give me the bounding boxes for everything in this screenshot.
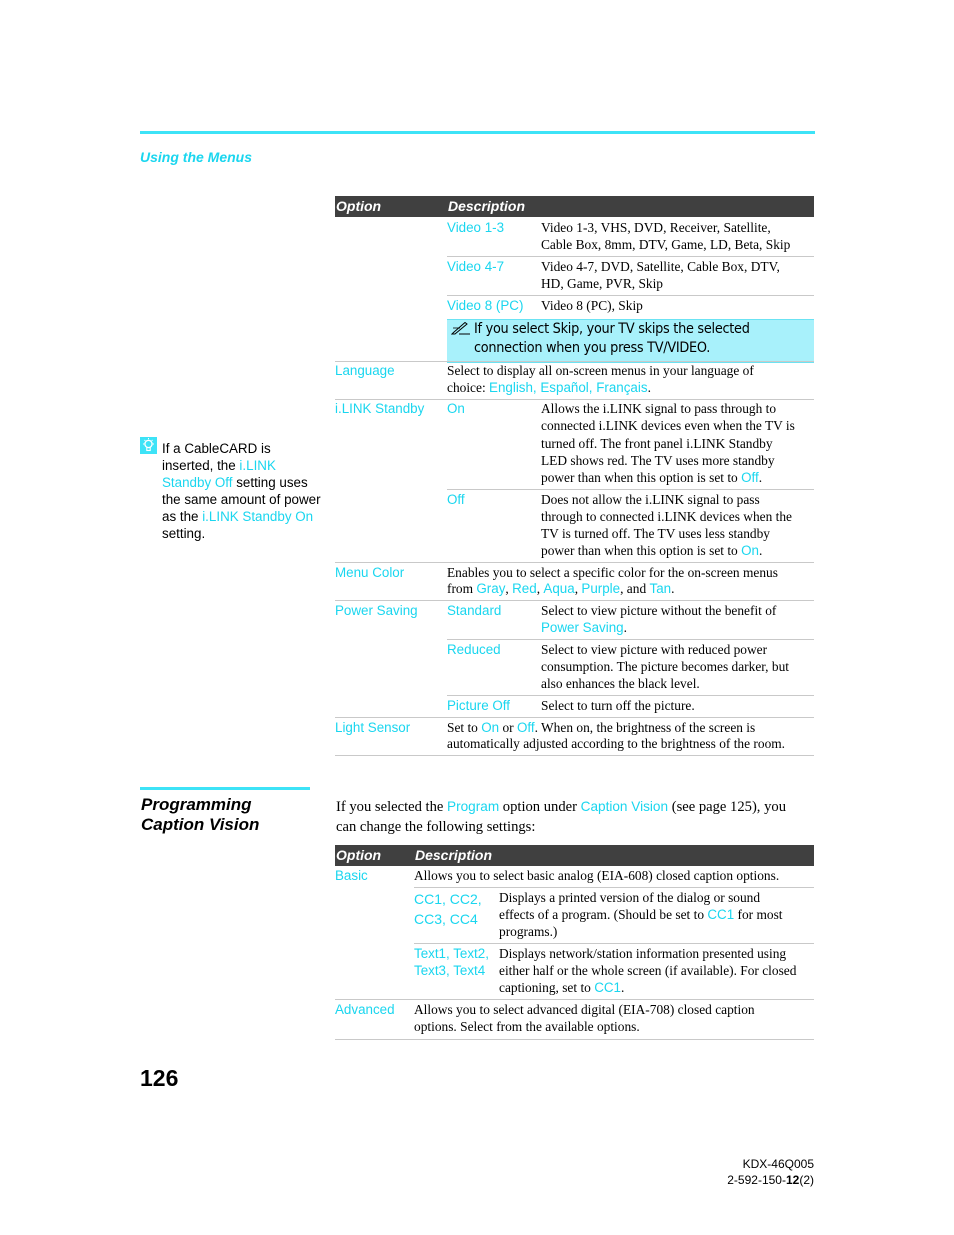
option-video-4-7[interactable]: Video 4-7 [447,259,505,274]
color-aqua-link[interactable]: Aqua [543,581,575,596]
cc1-link[interactable]: CC1 [594,980,622,995]
basic-desc: Allows you to select basic analog (EIA-608) closed caption options. [414,868,780,883]
table2-col-description: Description [415,847,493,863]
note-text [474,320,750,358]
text: , [505,581,513,596]
reduced-desc-3: also enhances the black level. [541,676,700,691]
color-purple-link[interactable]: Purple [581,581,621,596]
row-divider [335,755,814,756]
option-advanced[interactable]: Advanced [335,1002,395,1017]
row-divider [447,489,814,490]
page-number: 126 [140,1065,179,1091]
table1-col-description: Description [448,198,526,214]
ilink-off-desc-4 [541,542,762,559]
cc-desc-1: Displays a printed version of the dialog or sound [499,890,761,905]
row-divider [447,256,814,257]
text: setting uses [232,475,308,490]
option-text[interactable] [414,945,489,979]
menu-color-desc-1: Enables you to select a specific color for the on-screen menus [447,565,778,580]
ilink-off-desc-1: Does not allow the i.LINK signal to pass [541,492,760,507]
advanced-desc-1: Allows you to select advanced digital (EIA-708) closed caption [414,1002,755,1017]
intro-line-1 [336,797,816,817]
tip-text [162,440,332,542]
text: (see page 125), you [668,799,786,815]
title-line-2: Caption Vision [141,815,260,834]
table1-header [335,196,814,217]
advanced-desc-2: options. Select from the available options. [414,1019,640,1034]
standard-desc-2 [541,619,627,636]
option-power-saving[interactable]: Power Saving [335,603,418,618]
option-ilink-standby[interactable]: i.LINK Standby [335,401,425,416]
color-tan-link[interactable]: Tan [649,581,672,596]
text: , [536,581,544,596]
text: , [574,581,582,596]
row-divider [335,717,814,718]
ilink-on-desc-2: connected i.LINK devices even when the TV is [541,418,795,433]
text: for most [734,907,783,922]
video-1-3-desc-2: Cable Box, 8mm, DTV, Game, LD, Beta, Skip [541,237,791,252]
language-desc-2 [447,379,651,396]
ilink-on-desc-5 [541,469,762,486]
text: . [758,543,763,558]
on-link[interactable]: On [741,543,759,558]
language-desc-1: Select to display all on-screen menus in your language of [447,363,754,378]
option-standard[interactable]: Standard [447,603,502,618]
ilink-off-desc-2: through to connected i.LINK devices when the [541,509,792,524]
option-video-1-3[interactable]: Video 1-3 [447,220,505,235]
option-basic[interactable]: Basic [335,868,368,883]
footer-model: KDX-46Q005 [742,1157,814,1171]
text: . When on, the brightness of the screen is [534,720,756,735]
reduced-desc-1: Select to view picture with reduced power [541,642,768,657]
color-gray-link[interactable]: Gray [476,581,506,596]
caption-vision-link[interactable]: Caption Vision [580,799,669,814]
tip-line-5 [162,508,332,525]
footer [727,1156,814,1188]
option-reduced[interactable]: Reduced [447,642,501,657]
color-red-link[interactable]: Red [512,581,537,596]
text: Set to [447,720,482,735]
option-cc[interactable] [414,889,482,929]
program-link[interactable]: Program [447,799,500,814]
video-8-desc: Video 8 (PC), Skip [541,298,643,313]
menu-color-desc-2 [447,580,674,597]
row-divider [335,1039,814,1040]
text-label-1: Text1, Text2, [414,946,489,961]
tip-line-1: If a CableCARD is [162,441,271,456]
table2-col-option: Option [336,847,382,863]
text: 2-592-150- [727,1173,786,1187]
option-language[interactable]: Language [335,363,395,378]
text: , and [620,581,650,596]
text: . [621,980,625,995]
lightbulb-tip-icon [140,437,157,454]
text: power than when this option is set to [541,543,742,558]
text: or [499,720,517,735]
text: effects of a program. (Should be set to [499,907,708,922]
ilink-link[interactable]: i.LINK [239,458,276,473]
row-divider [447,295,814,296]
cc-desc-2 [499,906,783,923]
tip-line-3 [162,474,332,491]
picture-off-desc: Select to turn off the picture. [541,698,695,713]
cc-desc-3: programs.) [499,924,558,939]
text: . [758,470,763,485]
power-saving-link[interactable]: Power Saving [541,620,624,635]
text: . [647,380,651,395]
video-4-7-desc-2: HD, Game, PVR, Skip [541,276,664,291]
text: 12 [785,1173,800,1187]
standard-desc-1: Select to view picture without the benefit of [541,603,777,618]
text-desc-3 [499,979,624,996]
text-desc-2: either half or the whole screen (if available). For closed [499,963,797,978]
footer-code [727,1172,814,1188]
programming-title [141,795,259,835]
tip-line-4: the same amount of power [162,492,321,507]
intro-line-2: can change the following settings: [336,819,536,835]
option-ilink-off[interactable]: Off [447,492,465,507]
light-sensor-desc-1 [447,719,755,736]
video-1-3-desc-1: Video 1-3, VHS, DVD, Receiver, Satellite, [541,220,771,235]
text: . [671,581,675,596]
ilink-on-desc-3: turned off. The front panel i.LINK Standby [541,436,773,451]
ilink-standby-on-link[interactable]: i.LINK Standby On [202,509,314,524]
option-menu-color[interactable]: Menu Color [335,565,405,580]
text: (2) [799,1173,814,1187]
note-box [447,319,814,363]
reduced-desc-2: consumption. The picture becomes darker, but [541,659,789,674]
row-divider [447,695,814,696]
light-sensor-desc-2: automatically adjusted according to the brightness of the room. [447,736,786,751]
header-rule [140,131,815,134]
standby-off-link[interactable]: Standby Off [162,475,233,490]
text: choice: [447,380,490,395]
tip-line-2 [162,457,332,474]
text: captioning, set to [499,980,595,995]
tip-line-6: setting. [162,526,206,541]
video-4-7-desc-1: Video 4-7, DVD, Satellite, Cable Box, DTV, [541,259,780,274]
table2-header [335,845,814,866]
note-line-1: If you select Skip, your TV skips the selected [474,321,750,337]
title-line-1: Programming [141,795,252,814]
lightbulb-tip-icon [140,437,157,454]
row-divider [447,639,814,640]
text: option under [499,799,581,815]
row-divider [335,562,814,563]
option-video-8-pc[interactable]: Video 8 (PC) [447,298,524,313]
text: as the [162,509,203,524]
off-link[interactable]: Off [516,720,535,735]
row-divider [335,600,814,601]
option-picture-off[interactable]: Picture Off [447,698,511,713]
cc-label-2: CC3, CC4 [414,911,478,927]
on-link[interactable]: On [481,720,500,735]
text: . [623,620,627,635]
text: If you selected the [336,799,448,815]
language-choices-link[interactable]: English, Español, Français [489,380,648,395]
off-link[interactable]: Off [741,470,759,485]
ilink-on-desc-1: Allows the i.LINK signal to pass through to [541,401,777,416]
section-header: Using the Menus [140,149,253,165]
section-rule [140,787,310,790]
text: from [447,581,477,596]
cc1-link[interactable]: CC1 [707,907,735,922]
option-ilink-on[interactable]: On [447,401,465,416]
text: inserted, the [162,458,240,473]
cc-label-1: CC1, CC2, [414,891,482,907]
ilink-off-desc-3: TV is turned off. The TV uses less standby [541,526,770,541]
text-label-2: Text3, Text4 [414,963,486,978]
option-light-sensor[interactable]: Light Sensor [335,720,411,735]
ilink-on-desc-4: LED shows red. The TV uses more standby [541,453,775,468]
text: power than when this option is set to [541,470,742,485]
row-divider [414,943,814,944]
note-line-2: connection when you press TV/VIDEO. [474,340,711,356]
pencil-note-icon [451,322,471,336]
programming-intro [336,797,816,837]
table1-col-option: Option [336,198,382,214]
text-desc-1: Displays network/station information presented using [499,946,787,961]
row-divider [335,999,814,1000]
row-divider [414,887,814,888]
